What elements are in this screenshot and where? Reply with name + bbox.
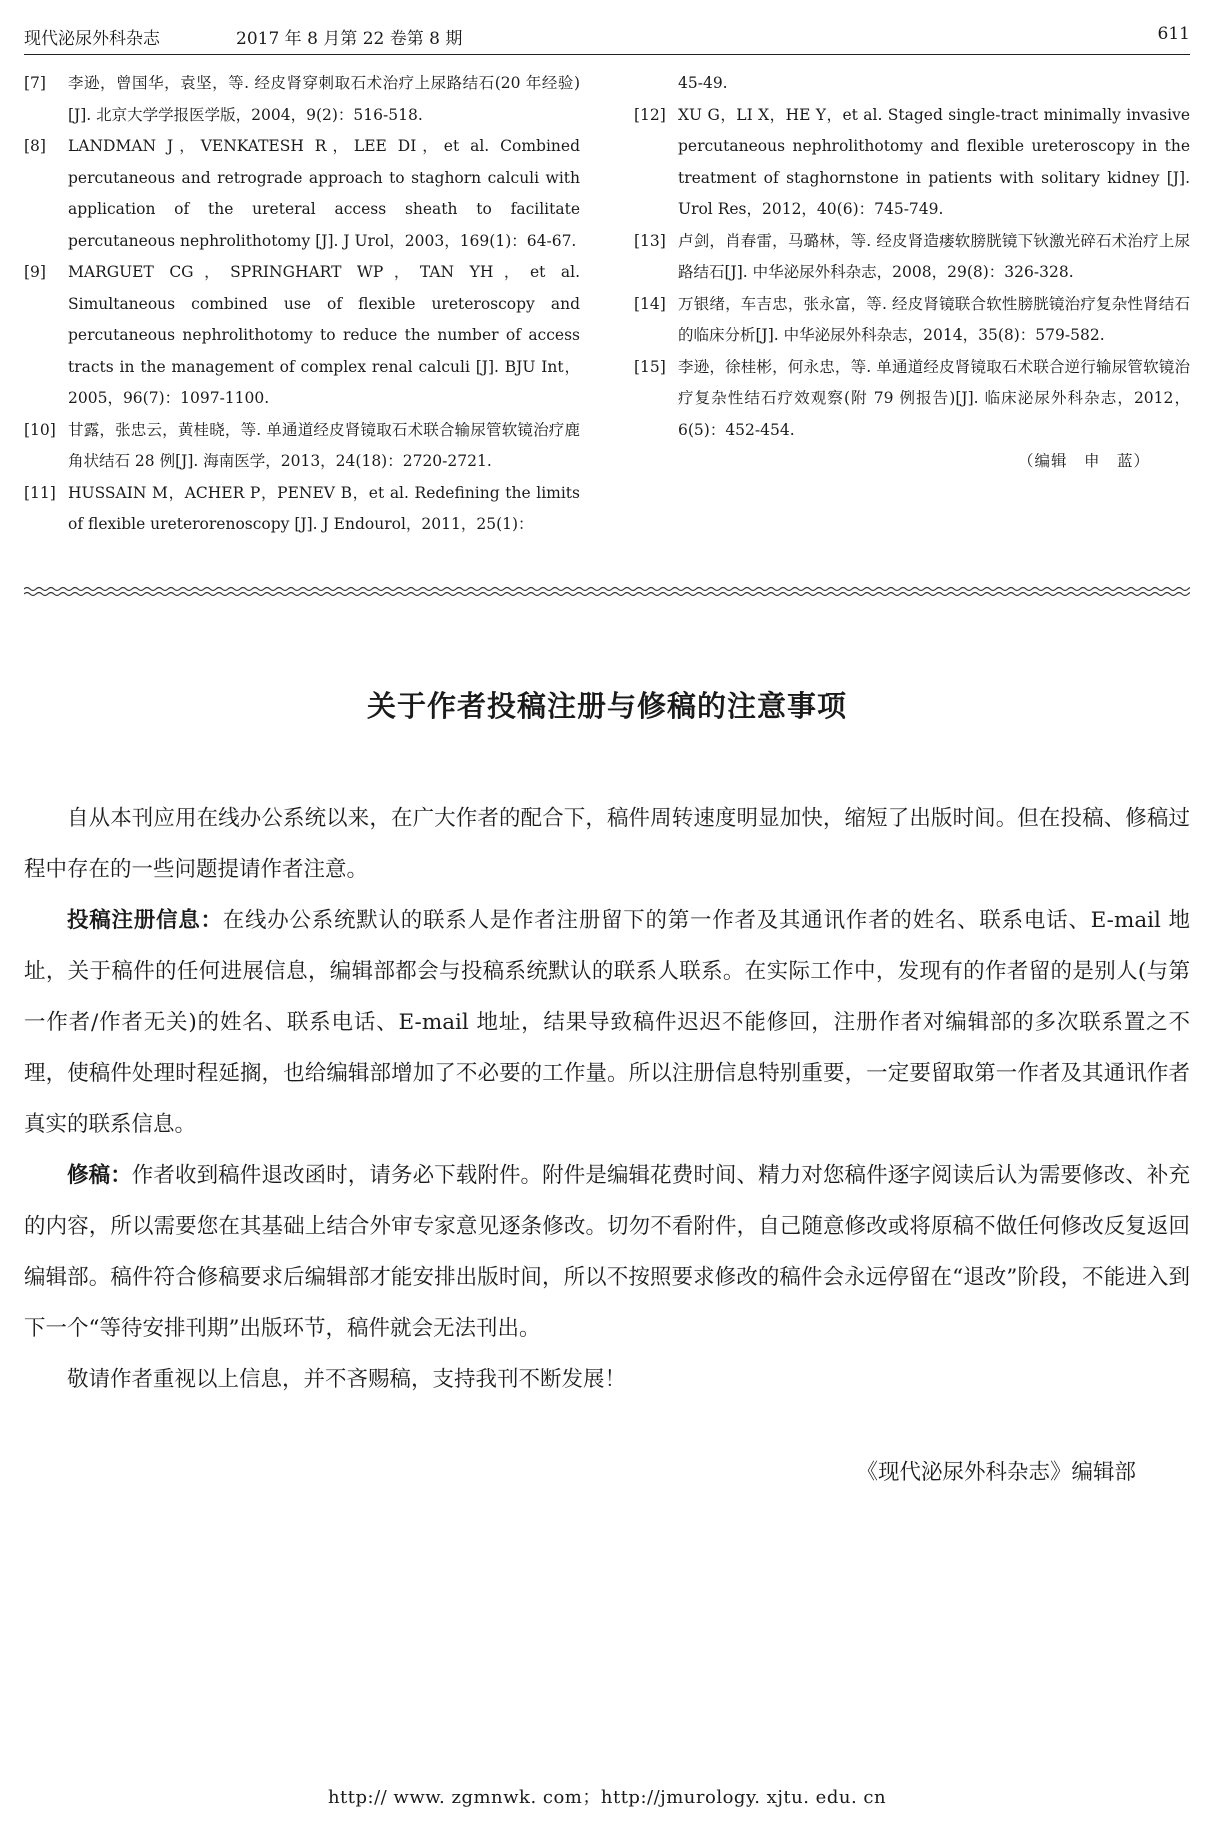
reference-item bbox=[24, 478, 580, 541]
reference-text: LANDMAN J，VENKATESH R，LEE DI，et al. Combined percutaneous and retrograde approach to staghorn calculi with application of the ureteral access sheath to facilitate percutaneous nephrolithotomy [J]. J Urol，2003，169(1)：64-67. bbox=[68, 137, 580, 250]
reference-item bbox=[634, 352, 1190, 447]
reference-text: 万银绪，车吉忠，张永富，等. 经皮肾镜联合软性膀胱镜治疗复杂性肾结石的临床分析[J]. 中华泌尿外科杂志，2014，35(8)：579-582. bbox=[678, 294, 1190, 344]
reference-item bbox=[634, 226, 1190, 289]
revision-text: 作者收到稿件退改函时，请务必下载附件。附件是编辑花费时间、精力对您稿件逐字阅读后认为需要修改、补充的内容，所以需要您在其基础上结合外审专家意见逐条修改。切勿不看附件，自己随意修改或将原稿不做任何修改反复返回编辑部。稿件符合修稿要求后编辑部才能安排出版时间，所以不按照要求修改的稿件会永远停留在“退改”阶段，不能进入到下一个“等待安排刊期”出版环节，稿件就会无法刊出。 bbox=[24, 1163, 1190, 1341]
registration-text: 在线办公系统默认的联系人是作者注册留下的第一作者及其通讯作者的姓名、联系电话、E-mail 地址，关于稿件的任何进展信息，编辑部都会与投稿系统默认的联系人联系。在实际工作中，发现有的作者留的是别人(与第一作者/作者无关)的姓名、联系电话、E-mail 地址，结果导致稿件迟迟不能修回，注册作者对编辑部的多次联系置之不理，使稿件处理时程延搁，也给编辑部增加了不必要的工作量。所以注册信息特别重要，一定要留取第一作者及其通讯作者真实的联系信息。 bbox=[24, 908, 1190, 1137]
reference-item bbox=[24, 131, 580, 257]
reference-number: [12] bbox=[634, 105, 666, 124]
editor-credit: （编辑 申 蓝） bbox=[1017, 452, 1150, 470]
reference-text: XU G，LI X，HE Y，et al. Staged single-tract minimally invasive percutaneous nephrolithotomy and flexible ureteroscopy in the treatment of staghornstone in patients with solitary kidney [J]. Urol Res，2012，40(6)：745-749. bbox=[678, 105, 1190, 218]
reference-text: 卢剑，肖春雷，马璐林，等. 经皮肾造瘘软膀胱镜下钬激光碎石术治疗上尿路结石[J]. 中华泌尿外科杂志，2008，29(8)：326-328. bbox=[678, 231, 1190, 281]
reference-item bbox=[24, 415, 580, 478]
reference-item bbox=[634, 289, 1190, 352]
page-number: 611 bbox=[1157, 24, 1190, 44]
reference-number: [9] bbox=[24, 263, 46, 281]
running-head bbox=[24, 20, 1190, 55]
notice-closing: 敬请作者重视以上信息，并不吝赐稿，支持我刊不断发展！ bbox=[67, 1367, 627, 1392]
notice-title: 关于作者投稿注册与修稿的注意事项 bbox=[366, 689, 847, 723]
reference-number: [7] bbox=[24, 74, 46, 92]
reference-item bbox=[634, 100, 1190, 226]
reference-item bbox=[24, 68, 580, 131]
reference-text: 李逊，徐桂彬，何永忠，等. 单通道经皮肾镜取石术联合逆行输尿管软镜治疗复杂性结石疗效观察(附 79 例报告)[J]. 临床泌尿外科杂志，2012，6(5)：452-454. bbox=[678, 357, 1190, 439]
reference-continuation: 45-49. bbox=[678, 74, 728, 92]
footer-urls: http:// www. zgmnwk. com；http://jmurology. xjtu. edu. cn bbox=[327, 1787, 887, 1808]
reference-text: 李逊，曾国华，袁坚，等. 经皮肾穿刺取石术治疗上尿路结石(20 年经验)[J]. 北京大学学报医学版，2004，9(2)：516-518. bbox=[68, 74, 580, 124]
reference-text: MARGUET CG，SPRINGHART WP，TAN YH，et al. Simultaneous combined use of flexible ureteroscopy and percutaneous nephrolithotomy to reduce the number of access tracts in the management of complex renal calculi [J]. BJU Int，2005，96(7)：1097-1100. bbox=[68, 263, 580, 407]
references-left-column bbox=[24, 68, 580, 541]
notice-registration bbox=[24, 895, 1190, 1150]
journal-name: 现代泌尿外科杂志 bbox=[24, 29, 160, 49]
reference-number: [10] bbox=[24, 420, 56, 439]
reference-text: 甘露，张忠云，黄桂晓，等. 单通道经皮肾镜取石术联合输尿管软镜治疗鹿角状结石 28 例[J]. 海南医学，2013，24(18)：2720-2721. bbox=[68, 420, 580, 470]
notice-intro: 自从本刊应用在线办公系统以来，在广大作者的配合下，稿件周转速度明显加快，缩短了出版时间。但在投稿、修稿过程中存在的一些问题提请作者注意。 bbox=[24, 806, 1190, 882]
revision-label: 修稿： bbox=[67, 1163, 132, 1188]
reference-number: [13] bbox=[634, 231, 666, 250]
wavy-divider bbox=[24, 584, 1190, 600]
registration-label: 投稿注册信息： bbox=[67, 908, 223, 933]
reference-number: [15] bbox=[634, 357, 666, 376]
reference-text: HUSSAIN M，ACHER P，PENEV B，et al. Redefining the limits of flexible ureterorenoscopy [J]. J Endourol，2011，25(1)： bbox=[68, 483, 580, 533]
reference-item bbox=[24, 257, 580, 415]
reference-number: [14] bbox=[634, 294, 666, 313]
reference-number: [11] bbox=[24, 483, 56, 502]
editorial-signature: 《现代泌尿外科杂志》编辑部 bbox=[856, 1460, 1136, 1485]
notice-body bbox=[24, 793, 1190, 1405]
notice-revision bbox=[24, 1150, 1190, 1354]
references-right-column bbox=[634, 68, 1190, 478]
reference-number: [8] bbox=[24, 137, 46, 155]
issue-info: 2017 年 8 月第 22 卷第 8 期 bbox=[236, 29, 463, 49]
